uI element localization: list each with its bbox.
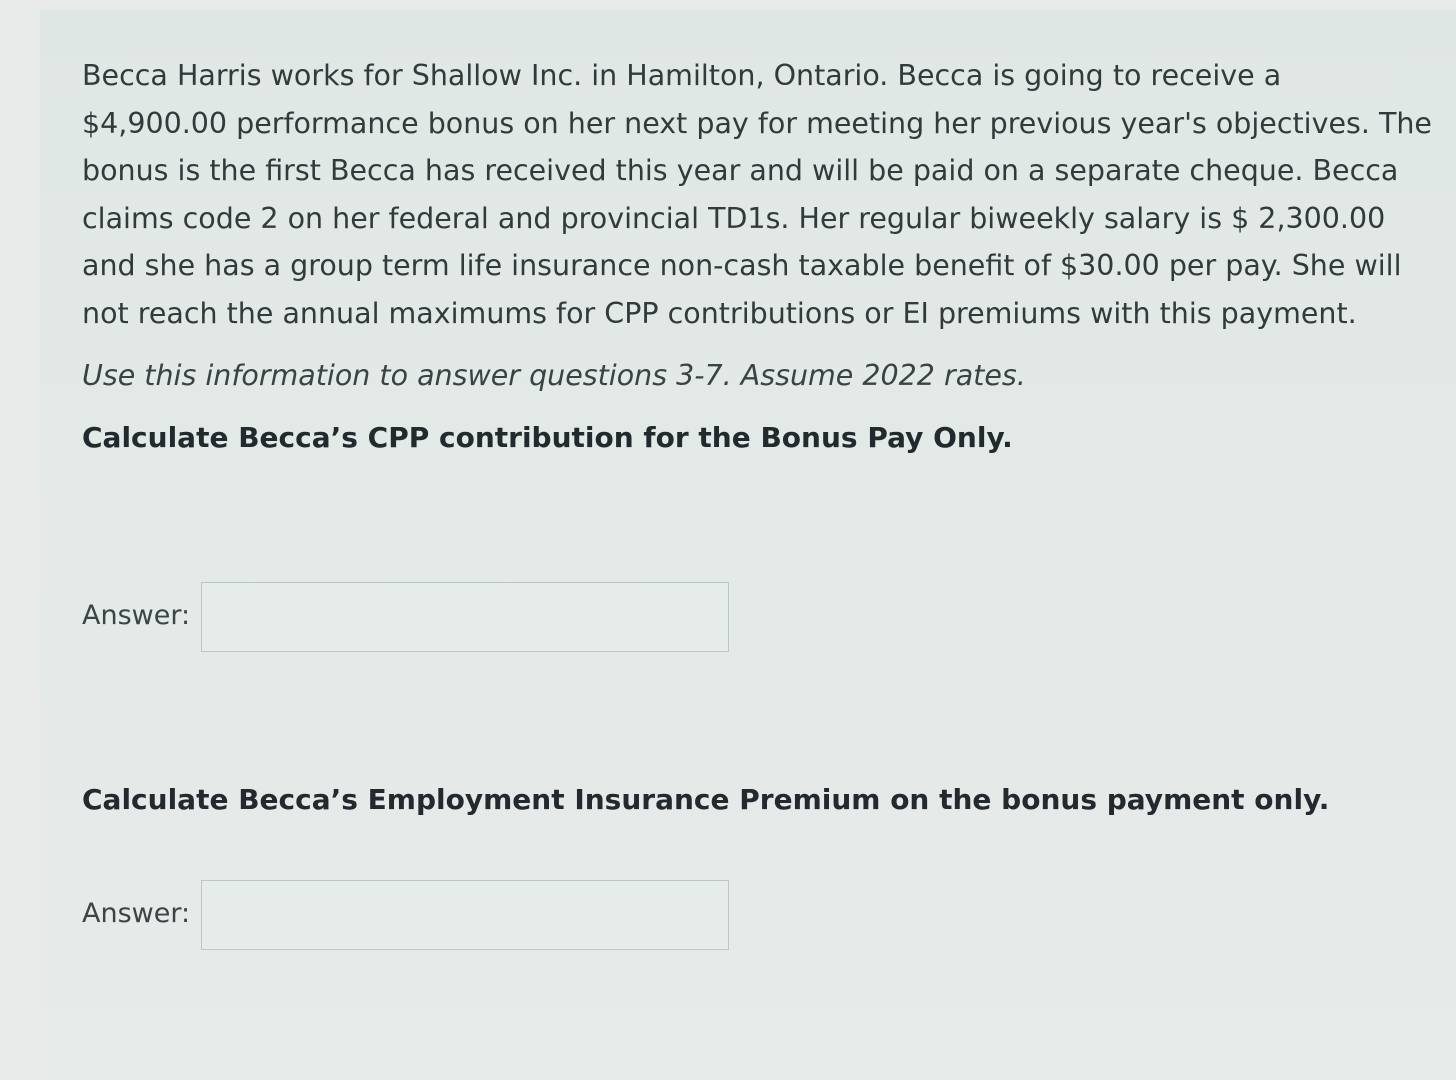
problem-stem: Becca Harris works for Shallow Inc. in Hamilton, Ontario. Becca is going to receive a $4,900.00 performance bonus on her next pay for meeting her previous year's objectives. The bonus is the first Becca has received this year and will be paid on a separate cheque. Becca claims code 2 on her federal and provincial TD1s. Her regular biweekly salary is $ 2,300.00 and she has a group term life insurance non-cash taxable benefit of $30.00 per pay. She will not reach the annual maximums for CPP contributions or EI premiums with this payment.	[82, 59, 1432, 330]
problem-instruction: Use this information to answer questions 3-7. Assume 2022 rates.	[82, 359, 1026, 392]
answer-input-ei[interactable]	[201, 880, 729, 950]
question-ei-prompt: Calculate Becca’s Employment Insurance Premium on the bonus payment only.	[82, 783, 1330, 816]
answer-input-cpp[interactable]	[201, 582, 729, 652]
answer-label-cpp: Answer:	[82, 600, 191, 631]
answer-label-ei: Answer:	[82, 898, 191, 929]
question-cpp-prompt: Calculate Becca’s CPP contribution for the Bonus Pay Only.	[82, 421, 1013, 454]
